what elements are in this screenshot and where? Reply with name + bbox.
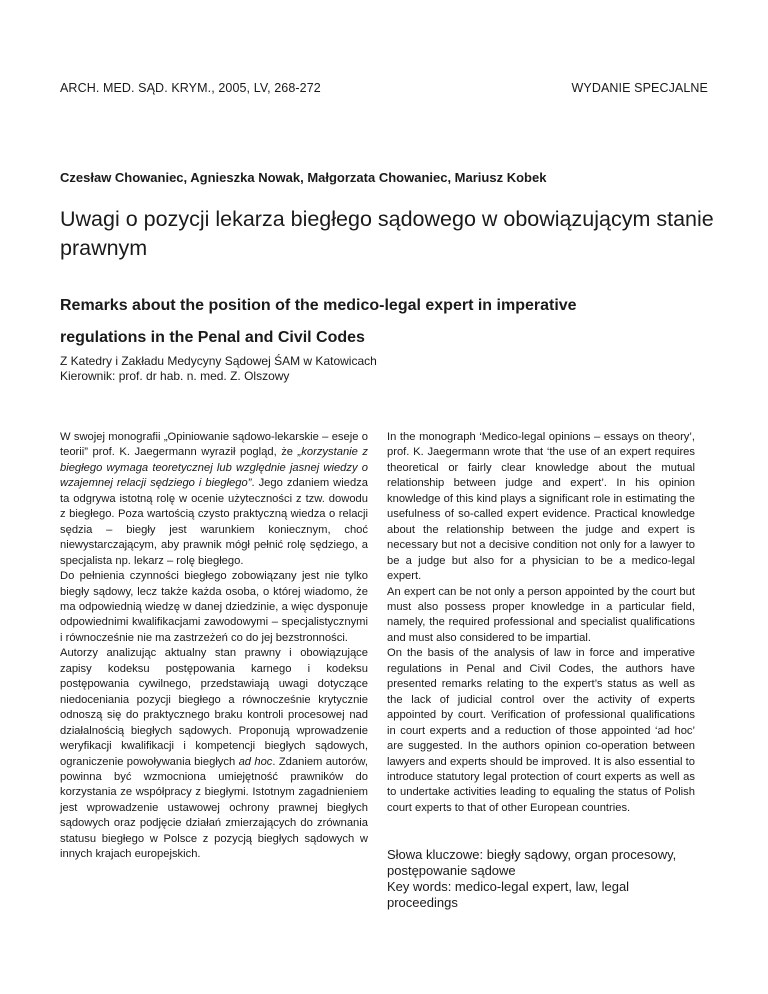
edition-label: WYDANIE SPECJALNE — [571, 81, 708, 95]
abstract-pl-p1-quote: „korzystanie z biegłego wymaga teoretycznej lub względnie jasnej wiedzy o wzajemnej relacji sędziego i biegłego” — [60, 446, 368, 490]
keywords-block — [387, 847, 702, 911]
abstract-pl-paragraph-2: Do pełnienia czynności biegłego zobowiązany jest nie tylko biegły sądowy, lecz także każda osoba, o której wiadomo, że ma odpowiednią wiedzę w danej dziedzinie, a więc dysponuje odpowiednimi kwalifikacjami zawodowymi – specjalistycznymi i równocześnie nie ma zastrzeżeń co do jej bezstronności. — [60, 570, 368, 644]
abstract-pl-p1-end: . Jego zdaniem wiedza ta odgrywa istotną rolę w ocenie użyteczności z tzw. dowodu z biegłego. Poza wartością czysto praktyczną wiedza o relacji sędzia – biegły jest warunkiem koniecznym, choć niewystarczającym, aby prawnik mógł pełnić rolę sędziego, a specjalista np. lekarz – rolę biegłego. — [60, 477, 368, 567]
author-list: Czesław Chowaniec, Agnieszka Nowak, Małgorzata Chowaniec, Mariusz Kobek — [60, 170, 547, 185]
affiliation-department: Z Katedry i Zakładu Medycyny Sądowej ŚAM w Katowicach — [60, 354, 377, 368]
abstract-en-paragraph-1: In the monograph ‘Medico-legal opinions – essays on theory’, prof. K. Jaegermann wrote that ‘the use of an expert requires theoretical or fairly clear knowledge about the mutual relationship between judge and expert’. In his opinion knowledge of this kind plays a significant role in estimating the usefulness of so-called expert evidence. Practical knowledge about the relationship between the judge and expert is necessary but not a decisive condition not only for a lawyer to be a judge but also for a physician to be a medico-legal expert. — [387, 431, 695, 583]
keywords-english: Key words: medico-legal expert, law, legal proceedings — [387, 879, 630, 910]
abstract-pl-paragraph-1 — [60, 430, 368, 569]
abstract-english — [387, 430, 695, 816]
abstract-en-paragraph-3: On the basis of the analysis of law in force and imperative regulations in Penal and Civil Codes, the authors have presented remarks relating to the expert’s status as well as the lack of judicial control over the activity of experts appointed by court. Verification of professional qualifications in court experts and a reduction of those appointed ‘ad hoc’ are suggested. In the authors opinion co-operation between lawyers and experts should be improved. It is also essential to introduce statutory legal protection of court experts as well as to undertake activities leading to equaling the status of Polish court experts to that of other European countries. — [387, 647, 695, 814]
abstract-pl-p3-ital: ad hoc — [238, 755, 273, 768]
affiliation — [60, 354, 377, 384]
journal-citation: ARCH. MED. SĄD. KRYM., 2005, LV, 268-272 — [60, 81, 321, 95]
affiliation-head: Kierownik: prof. dr hab. n. med. Z. Olszowy — [60, 369, 290, 383]
title-english: Remarks about the position of the medico-legal expert in imperative regulations in the Penal and Civil Codes — [60, 297, 577, 346]
keywords-polish: Słowa kluczowe: biegły sądowy, organ procesowy, postępowanie sądowe — [387, 847, 677, 878]
abstract-pl-paragraph-3 — [60, 646, 368, 862]
abstract-pl-p1-start: W swojej monografii „Opiniowanie sądowo-lekarskie – eseje o teorii” prof. K. Jaegermann wyraził pogląd, że — [60, 431, 368, 459]
title-polish: Uwagi o pozycji lekarza biegłego sądowego w obowiązującym stanie prawnym — [60, 207, 714, 260]
abstract-polish — [60, 430, 368, 863]
abstract-pl-p3-start: Autorzy analizując aktualny stan prawny i obowiązujące zapisy kodeksu postępowania karnego i kodeksu postępowania cywilnego, przedstawiają uwagi dotyczące niedoceniania pozycji biegłego a równocześnie krytycznie odnoszą się do praktycznego braku kontroli procesowej nad działalnością biegłych sądowych. Proponują wprowadzenie weryfikacji kwalifikacji i kompetencji biegłych sądowych, ograniczenie powoływania biegłych — [60, 647, 368, 768]
abstract-pl-p3-end: . Zdaniem autorów, powinna być wzmocniona umiejętność prawników do korzystania ze współpracy z biegłymi. Istotnym zagadnieniem jest wprowadzenie ustawowej ochrony prawnej biegłych sądowych oraz podjęcie działań zmierzających do zrównania statusu biegłego w Polsce z pozycją biegłych sądowych w innych krajach europejskich. — [60, 755, 368, 861]
abstract-en-paragraph-2: An expert can be not only a person appointed by the court but must also possess proper knowledge in a particular field, namely, the required professional and specialist qualifications and must also considered to be impartial. — [387, 585, 695, 644]
